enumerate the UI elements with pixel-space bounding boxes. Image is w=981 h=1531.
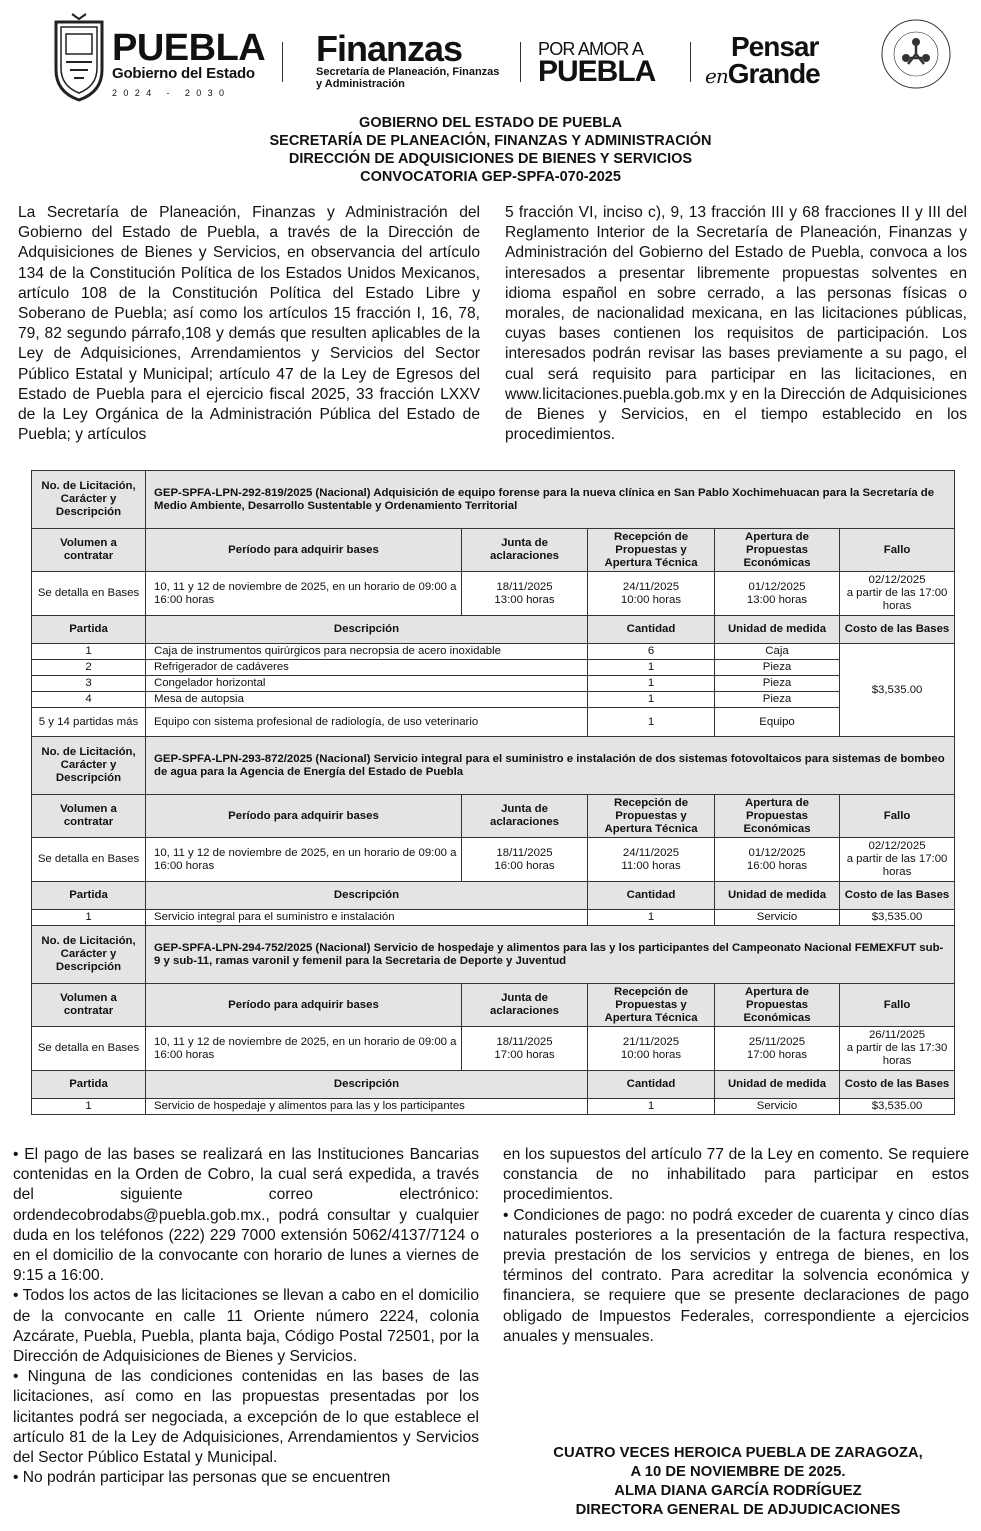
recepcion-time: 10:00 horas [620,1048,682,1061]
item-unidad: Servicio [715,1099,840,1115]
item-descripcion: Equipo con sistema profesional de radiología, de uso veterinario [146,708,588,737]
items-header-row [32,882,955,910]
fallo-time: a partir de las 17:00 horas [846,587,948,612]
tender-description: GEP-SPFA-LPN-294-752/2025 (Nacional) Servicio de hospedaje y alimentos para las y los participantes del Campeonato Nacional FEMEXFUT sub-9 y sub-11, ramas varonil y femenil para la Secretaria de Deporte y Juventud [146,926,955,984]
intro-paragraph: La Secretaría de Planeación, Finanzas y Administración del Gobierno del Estado de Puebla, a través de la Dirección de Adquisiciones de Bienes y Servicios, en observancia del artículo 134 de la Constitución Política de los Estados Unidos Mexicanos, artículo 108 de la Constitución Política del Estado Libre y Soberano de Puebla; así como los artículos 15 fracción I, 16, 78, 79, 82 segundo párrafo,108 y demás que resulten aplicables de la Ley de Adquisiciones, Arrendamientos y Servicios del Sector Público Estatal y Municipal; artículo 47 de la Ley de Egresos del Estado de Puebla para el ejercicio fiscal 2025, 33 fracción LXXV de la Ley Orgánica de la Administración Pública del Estado de Puebla; y artículos [18,204,480,444]
item-partida: 1 [32,1099,146,1115]
fallo-value [840,1027,955,1071]
recepcion-date: 21/11/2025 [622,1035,680,1048]
label-volumen: Volumen a contratar [32,984,146,1027]
por-amor-big: PUEBLA [538,55,656,88]
junta-time: 16:00 horas [494,859,555,872]
item-partida: 3 [32,676,146,692]
signature-block [498,1444,978,1520]
recepcion-value [588,838,715,882]
tender-description: GEP-SPFA-LPN-293-872/2025 (Nacional) Servicio integral para el suministro e instalación de dos sistemas fotovoltaicos para sistemas de bombeo de agua para la Agencia de Energía del Estado de Puebla [146,737,955,795]
logo-divider [690,42,691,82]
note-paragraph: • Ninguna de las condiciones contenidas en las bases de las licitaciones, así como en las propuestas presentadas por los licitantes podrá ser negociada, a excepción de lo que establece el artículo 81 de la Ley de Adquisiciones, Arrendamientos y Servicios del Sector Público Estatal y Municipal. [13,1368,479,1467]
fallo-time: a partir de las 17:00 horas [846,853,948,878]
pensar-word: Pensar [731,31,819,62]
item-unidad: Pieza [715,660,840,676]
item-partida: 1 [32,910,146,926]
label-junta: Junta de aclaraciones [462,529,588,572]
table-row [32,660,955,676]
note-paragraph: en los supuestos del artículo 77 de la Ley en comento. Se requiere constancia de no inhabilitado para participar en estos procedimientos. [503,1146,969,1204]
finanzas-logo [316,28,506,90]
label-apertura: Apertura de Propuestas Económicas [715,795,840,838]
item-unidad: Equipo [715,708,840,737]
tender-dates-row [32,1027,955,1071]
fallo-date: 26/11/2025 [868,1029,926,1041]
recepcion-time: 10:00 horas [620,593,682,606]
label-unidad: Unidad de medida [715,882,840,910]
tender-dates-row [32,572,955,616]
notes-left-column [13,1145,479,1488]
puebla-years: 2024 - 2030 [112,88,231,98]
label-recepcion: Recepción de Propuestas y Apertura Técnica [588,529,715,572]
intro-right-column [505,203,967,445]
item-descripcion: Caja de instrumentos quirúrgicos para necropsia de acero inoxidable [146,644,588,660]
item-cantidad: 1 [588,708,715,737]
item-descripcion: Mesa de autopsia [146,692,588,708]
label-recepcion: Recepción de Propuestas y Apertura Técnica [588,795,715,838]
puebla-subtitle: Gobierno del Estado [112,65,255,82]
volumen-value: Se detalla en Bases [32,572,146,616]
label-volumen: Volumen a contratar [32,529,146,572]
item-costo: $3,535.00 [840,910,955,926]
label-apertura: Apertura de Propuestas Económicas [715,984,840,1027]
tender-description: GEP-SPFA-LPN-292-819/2025 (Nacional) Adquisición de equipo forense para la nueva clínica en San Pablo Xochimehuacan para la Secretaría de Medio Ambiente, Desarrollo Sustentable y Ordenamiento Territorial [146,471,955,529]
label-cantidad: Cantidad [588,616,715,644]
label-fallo: Fallo [840,795,955,838]
por-amor-logo [538,40,678,86]
tender-dates-row [32,838,955,882]
recepcion-time: 11:00 horas [621,859,681,872]
pensar-logo [705,31,835,90]
tender-description-row [32,926,955,984]
finanzas-subtitle: Secretaría de Planeación, Finanzas y Administración [316,66,500,90]
title-line: CONVOCATORIA GEP-SPFA-070-2025 [360,169,621,185]
title-line: SECRETARÍA DE PLANEACIÓN, FINANZAS Y ADMINISTRACIÓN [269,133,712,149]
por-amor-top: POR AMOR A [538,39,644,59]
label-cantidad: Cantidad [588,882,715,910]
item-unidad: Pieza [715,692,840,708]
item-partida: 2 [32,660,146,676]
item-cantidad: 1 [588,692,715,708]
logo-divider [520,42,521,82]
table-row [32,676,955,692]
periodo-value: 10, 11 y 12 de noviembre de 2025, en un horario de 09:00 a 16:00 horas [146,1027,462,1071]
apertura-time: 17:00 horas [746,1048,808,1061]
signature-line: ALMA DIANA GARCÍA RODRÍGUEZ [614,1483,862,1499]
note-paragraph: • No podrán participar las personas que se encuentren [13,1469,391,1487]
label-volumen: Volumen a contratar [32,795,146,838]
label-fallo: Fallo [840,529,955,572]
label-partida: Partida [32,1071,146,1099]
note-paragraph: • El pago de las bases se realizará en las Instituciones Bancarias contenidas en la Orden de Cobro, la cual será expedida, a través del siguiente correo electrónico: ordendecobrodabs@puebla.gob.mx., podrá consultar y cualquier duda en los teléfonos (222) 229 7000 extensión 5062/4137/7124 o en el domicilio de la convocante con horario de lunes a viernes de 9:15 a 16:00. [13,1146,479,1285]
label-periodo: Período para adquirir bases [146,529,462,572]
fallo-date: 02/12/2025 [868,574,926,586]
label-costo: Costo de las Bases [840,616,955,644]
pensar-en: en [705,64,728,88]
fallo-value [840,838,955,882]
item-cantidad: 1 [588,660,715,676]
table-row [32,1099,955,1115]
signature-line: A 10 DE NOVIEMBRE DE 2025. [630,1464,846,1480]
tender-header-row [32,529,955,572]
table-row [32,692,955,708]
label-descripcion: Descripción [146,616,588,644]
label-partida: Partida [32,616,146,644]
equality-seal-icon [880,18,952,90]
label-junta: Junta de aclaraciones [462,795,588,838]
tender-description-row [32,471,955,529]
label-no-licitacion: No. de Licitación, Carácter y Descripción [32,737,146,795]
recepcion-date: 24/11/2025 [622,846,680,859]
intro-paragraph: 5 fracción VI, inciso c), 9, 13 fracción III y 68 fracciones II y III del Reglamento Interior de la Secretaría de Planeación, Finanzas y Administración del Gobierno del Estado de Puebla, convoca a los interesados a presentar libremente propuestas solventes en idioma español en sobre cerrado, a las personas físicas o morales, de nacionalidad mexicana, en las licitaciones públicas, cuyas bases contienen los requisitos de participación. Los interesados podrán revisar las bases previamente a su pago, el cual será requisito para participar en las licitaciones, en www.licitaciones.puebla.gob.mx y en la Dirección de Adquisiciones de Bienes y Servicios, en el tiempo establecido en los procedimientos. [505,204,967,444]
table-row [32,708,955,737]
item-descripcion: Servicio integral para el suministro e instalación [146,910,588,926]
title-line: GOBIERNO DEL ESTADO DE PUEBLA [359,115,622,131]
junta-time: 17:00 horas [494,1048,555,1061]
finanzas-name: Finanzas [316,28,463,69]
item-cantidad: 1 [588,676,715,692]
item-partida: 4 [32,692,146,708]
items-header-row [32,1071,955,1099]
volumen-value: Se detalla en Bases [32,1027,146,1071]
junta-value [462,572,588,616]
label-fallo: Fallo [840,984,955,1027]
tenders-table [31,470,955,1115]
label-costo: Costo de las Bases [840,1071,955,1099]
label-no-licitacion: No. de Licitación, Carácter y Descripción [32,926,146,984]
fallo-date: 02/12/2025 [868,840,926,852]
periodo-value: 10, 11 y 12 de noviembre de 2025, en un horario de 09:00 a 16:00 horas [146,838,462,882]
tender-header-row [32,795,955,838]
apertura-value [715,838,840,882]
signature-line: CUATRO VECES HEROICA PUEBLA DE ZARAGOZA, [553,1445,923,1461]
fallo-time: a partir de las 17:30 horas [846,1042,948,1067]
apertura-date: 25/11/2025 [748,1035,806,1048]
item-partida: 1 [32,644,146,660]
junta-date: 18/11/2025 [496,846,553,859]
label-costo: Costo de las Bases [840,882,955,910]
apertura-date: 01/12/2025 [748,580,806,593]
table-row [32,644,955,660]
item-unidad: Servicio [715,910,840,926]
label-cantidad: Cantidad [588,1071,715,1099]
junta-date: 18/11/2025 [496,580,553,593]
apertura-date: 01/12/2025 [748,846,806,859]
recepcion-value [588,1027,715,1071]
label-descripcion: Descripción [146,1071,588,1099]
state-crest-icon [50,12,108,102]
tender-description-row [32,737,955,795]
items-header-row [32,616,955,644]
volumen-value: Se detalla en Bases [32,838,146,882]
label-recepcion: Recepción de Propuestas y Apertura Técnica [588,984,715,1027]
label-apertura: Apertura de Propuestas Económicas [715,529,840,572]
junta-date: 18/11/2025 [496,1035,553,1048]
item-unidad: Pieza [715,676,840,692]
label-periodo: Período para adquirir bases [146,984,462,1027]
apertura-time: 16:00 horas [746,859,808,872]
item-descripcion: Refrigerador de cadáveres [146,660,588,676]
pensar-grande: Grande [727,58,820,89]
item-costo: $3,535.00 [840,1099,955,1115]
junta-value [462,838,588,882]
intro-left-column [18,203,480,445]
apertura-value [715,1027,840,1071]
periodo-value: 10, 11 y 12 de noviembre de 2025, en un horario de 09:00 a 16:00 horas [146,572,462,616]
notes-right-column [503,1145,969,1347]
label-periodo: Período para adquirir bases [146,795,462,838]
item-descripcion: Servicio de hospedaje y alimentos para las y los participantes [146,1099,588,1115]
document-titles [0,114,981,186]
logo-divider [282,42,283,82]
label-unidad: Unidad de medida [715,616,840,644]
label-junta: Junta de aclaraciones [462,984,588,1027]
title-line: DIRECCIÓN DE ADQUISICIONES DE BIENES Y SERVICIOS [288,151,693,167]
table-row [32,910,955,926]
item-descripcion: Congelador horizontal [146,676,588,692]
puebla-name: PUEBLA [112,27,266,69]
recepcion-value [588,572,715,616]
item-unidad: Caja [715,644,840,660]
item-cantidad: 6 [588,644,715,660]
note-paragraph: • Todos los actos de las licitaciones se llevan a cabo en el domicilio de la convocante en calle 11 Oriente número 2224, colonia Azcárate, Puebla, Puebla, planta baja, Código Postal 72501, por la Dirección de Adquisiciones de Bienes y Servicios. [13,1287,479,1366]
item-cantidad: 1 [588,910,715,926]
label-descripcion: Descripción [146,882,588,910]
header-logos [50,12,950,104]
tender-header-row [32,984,955,1027]
fallo-value [840,572,955,616]
recepcion-date: 24/11/2025 [622,580,680,593]
apertura-time: 13:00 horas [746,593,808,606]
label-partida: Partida [32,882,146,910]
item-cantidad: 1 [588,1099,715,1115]
item-costo: $3,535.00 [840,644,955,737]
junta-value [462,1027,588,1071]
item-partida: 5 y 14 partidas más [32,708,146,737]
label-no-licitacion: No. de Licitación, Carácter y Descripción [32,471,146,529]
note-paragraph: • Condiciones de pago: no podrá exceder de cuarenta y cinco días naturales posteriores a la presentación de la factura respectiva, previa prestación de los servicios y entrega de bienes, en los términos del contrato. Para acreditar la solvencia económica y financiera, se requiere que se presente declaraciones de pago obligado de Impuestos Federales, correspondiente a ejercicios anuales y mensuales. [503,1206,969,1345]
signature-line: DIRECTORA GENERAL DE ADJUDICACIONES [575,1502,901,1518]
apertura-value [715,572,840,616]
label-unidad: Unidad de medida [715,1071,840,1099]
junta-time: 13:00 horas [494,593,555,606]
